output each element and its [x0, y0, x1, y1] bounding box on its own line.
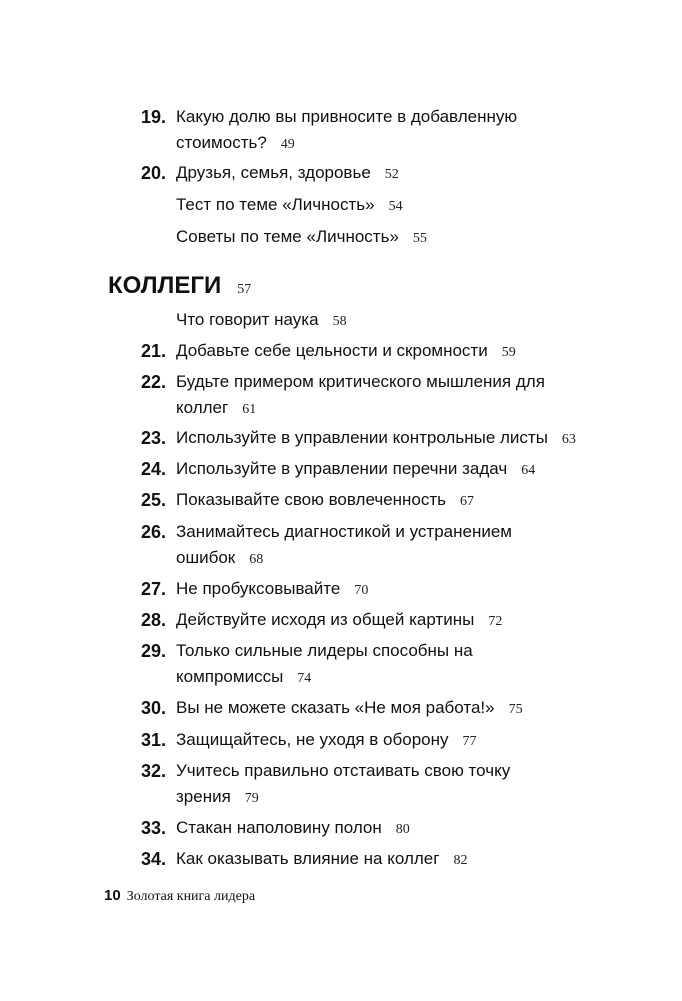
entry-title: Действуйте исходя из общей картины — [176, 610, 475, 629]
entry-title: Стакан наполовину полон — [176, 818, 382, 837]
entry-title: Какую долю вы привносите в добавленную стоимость? — [176, 107, 518, 152]
entry-page: 79 — [244, 791, 259, 806]
entry-number: 22. — [140, 372, 166, 392]
entry-page: 54 — [388, 199, 403, 214]
entry-title: Не пробуксовывайте — [176, 579, 341, 598]
entry-number: 32. — [140, 761, 166, 781]
entry-number: 25. — [140, 490, 166, 510]
entry-page: 67 — [460, 494, 475, 509]
entry-page: 72 — [488, 614, 503, 629]
entry-page: 77 — [462, 734, 477, 749]
entry-title: Защищайтесь, не уходя в оборону — [176, 730, 449, 749]
entry-title: Тест по теме «Личность» — [176, 195, 375, 214]
entry-page: 49 — [280, 137, 295, 152]
entry-number: 20. — [140, 163, 166, 183]
entry-number: 28. — [140, 610, 166, 630]
entry-page: 68 — [249, 552, 264, 567]
entry-page: 70 — [354, 583, 369, 598]
entry-number: 26. — [140, 522, 166, 542]
entry-page: 64 — [521, 463, 536, 478]
page-footer — [104, 886, 255, 907]
entry-title: Советы по теме «Личность» — [176, 227, 399, 246]
entry-number: 23. — [140, 428, 166, 448]
entry-page: 75 — [508, 702, 523, 717]
entry-number: 24. — [140, 459, 166, 479]
entry-page: 63 — [561, 432, 576, 447]
entry-page: 52 — [384, 167, 399, 182]
section-title: КОЛЛЕГИ — [108, 272, 222, 299]
entry-title: Добавьте себе цельности и скромности — [176, 341, 488, 360]
entry-number: 21. — [140, 341, 166, 361]
entry-title: Занимайтесь диагностикой и устранением ошибок — [176, 522, 512, 567]
entry-number: 27. — [140, 579, 166, 599]
entry-number: 33. — [140, 818, 166, 838]
entry-title: Показывайте свою вовлеченность — [176, 490, 447, 509]
entry-title: Используйте в управлении перечни задач — [176, 459, 508, 478]
section-heading-colleagues[interactable] — [108, 270, 251, 306]
entry-title: Будьте примером критического мышления для коллег — [176, 372, 545, 417]
entry-page: 61 — [242, 402, 257, 417]
entry-page: 55 — [412, 231, 427, 246]
footer-book-title: Золотая книга лидера — [126, 889, 256, 904]
entry-title: Учитесь правильно отстаивать свою точку зрения — [176, 761, 511, 806]
entry-number: 31. — [140, 730, 166, 750]
footer-page-number: 10 — [104, 887, 121, 904]
entry-page: 80 — [395, 822, 410, 837]
entry-title: Вы не можете сказать «Не моя работа!» — [176, 698, 495, 717]
entry-title: Как оказывать влияние на коллег — [176, 849, 440, 868]
entry-number: 30. — [140, 698, 166, 718]
entry-title: Используйте в управлении контрольные листы — [176, 428, 548, 447]
entry-title: Только сильные лидеры способны на компромиссы — [176, 641, 473, 686]
entry-page: 58 — [332, 314, 347, 329]
entry-page: 82 — [453, 853, 468, 868]
entry-title: Друзья, семья, здоровье — [176, 163, 371, 182]
entry-number: 29. — [140, 641, 166, 661]
entry-page: 59 — [501, 345, 516, 360]
entry-number: 34. — [140, 849, 166, 869]
entry-page: 74 — [297, 671, 312, 686]
entry-title: Что говорит наука — [176, 310, 319, 329]
section-page: 57 — [237, 282, 252, 297]
entry-number: 19. — [140, 107, 166, 127]
